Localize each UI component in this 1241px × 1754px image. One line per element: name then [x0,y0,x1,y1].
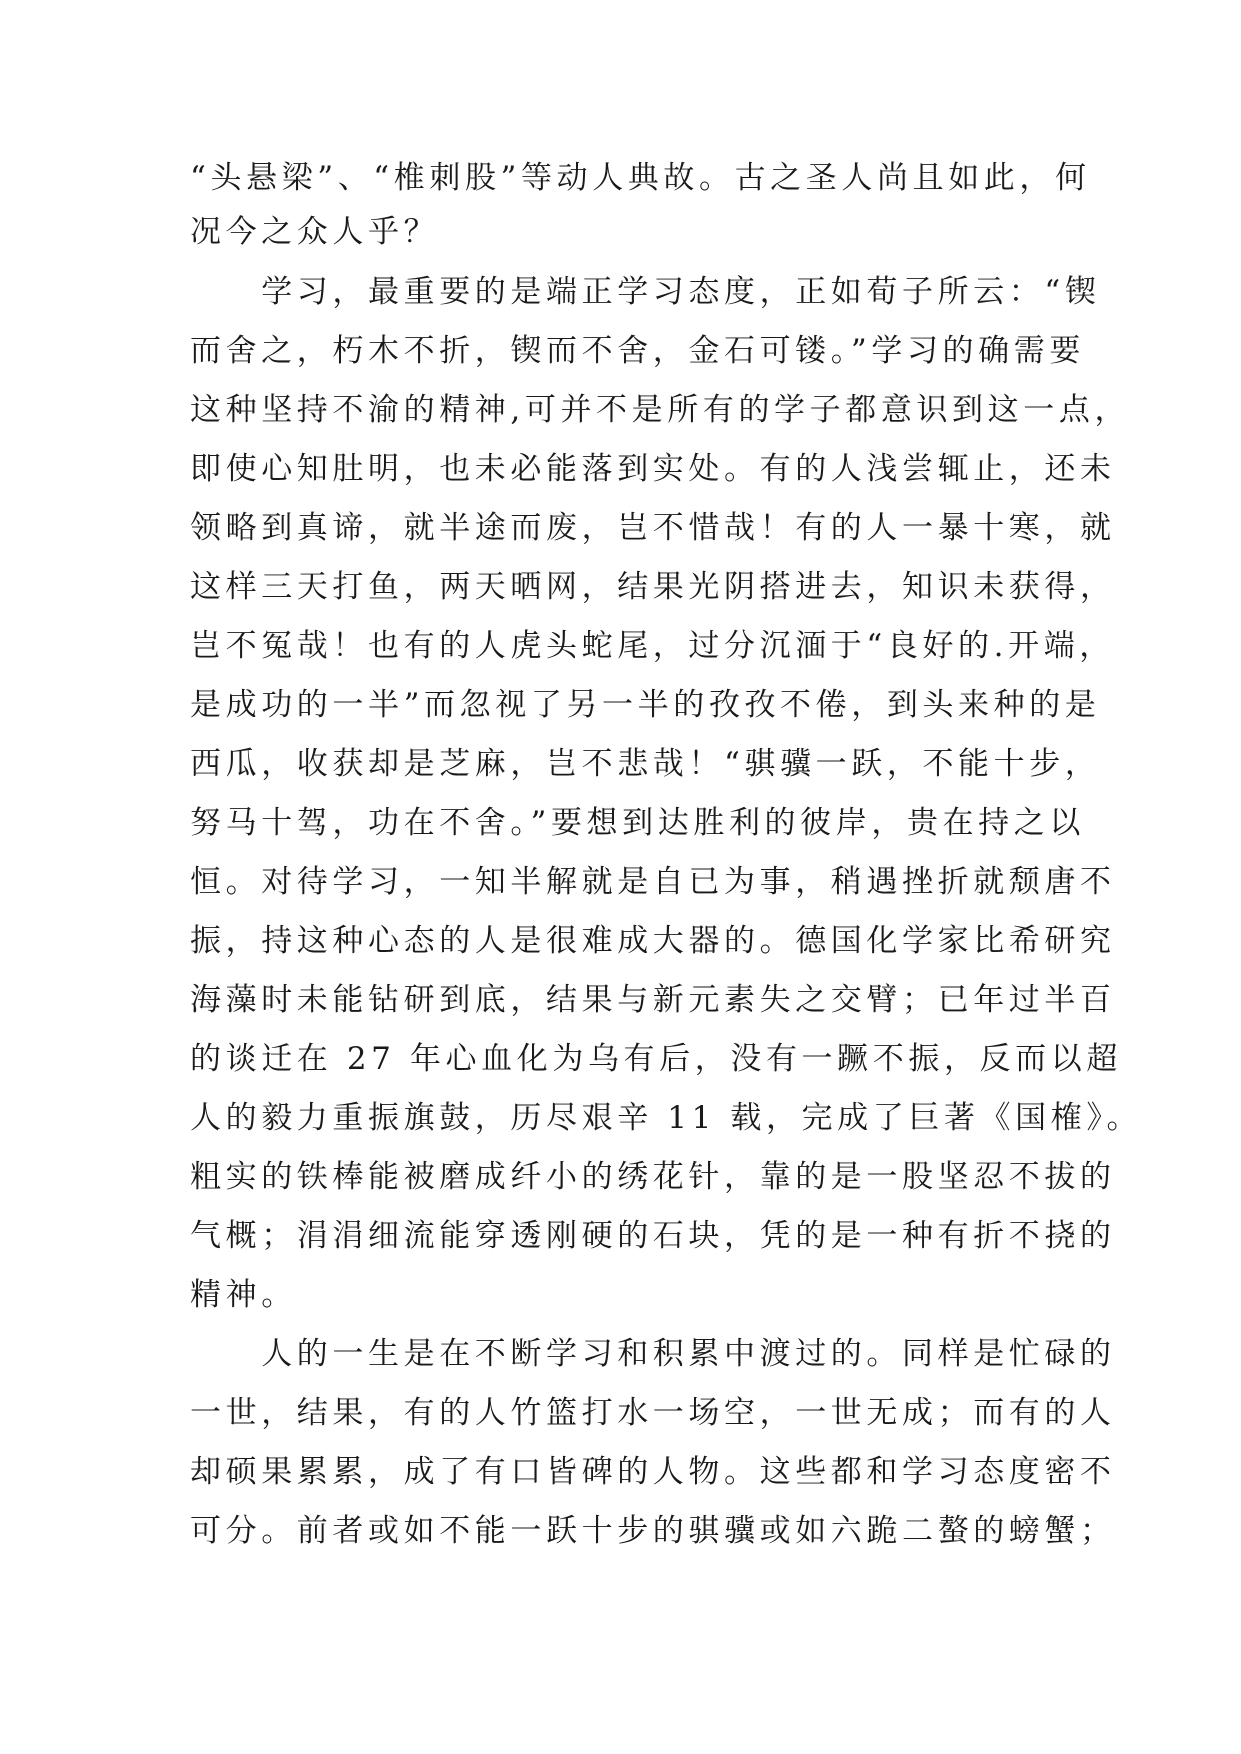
text-line: 学习，最重要的是端正学习态度，正如荀子所云：“锲 [190,274,1101,310]
text-line: 况今之众人乎？ [190,214,440,250]
text-line: 努马十驾，功在不舍。”要想到达胜利的彼岸，贵在持之以 [190,805,1085,841]
text-line: 是成功的一半”而忽视了另一半的孜孜不倦，到头来种的是 [190,687,1101,723]
text-line: 的谈迁在 27 年心血化为乌有后，没有一蹶不振，反而以超 [190,1041,1122,1077]
text-line: 海藻时未能钻研到底，结果与新元素失之交臂；已年过半百 [190,982,1116,1018]
text-line: 精神。 [190,1277,297,1313]
text-line: 西瓜，收获却是芝麻，岂不悲哉！“骐骥一跃，不能十步， [190,746,1101,782]
text-line: 可分。前者或如不能一跃十步的骐骥或如六跪二螯的螃蟹； [190,1513,1116,1549]
text-line: 却硕果累累，成了有口皆碑的人物。这些都和学习态度密不 [190,1454,1116,1490]
text-line: “头悬梁”、“椎刺股”等动人典故。古之圣人尚且如此，何 [190,160,1091,196]
text-line: 即使心知肚明，也未必能落到实处。有的人浅尝辄止，还未 [190,451,1116,487]
text-line: 这种坚持不渝的精神,可并不是所有的学子都意识到这一点， [190,392,1131,428]
text-line: 一世，结果，有的人竹篮打水一场空，一世无成；而有的人 [190,1395,1116,1431]
text-line: 这样三天打鱼，两天晒网，结果光阴搭进去，知识未获得， [190,569,1116,605]
text-line: 粗实的铁棒能被磨成纤小的绣花针，靠的是一股坚忍不拔的 [190,1159,1116,1195]
text-line: 气概；涓涓细流能穿透刚硬的石块，凭的是一种有折不挠的 [190,1218,1116,1254]
text-line: 恒。对待学习，一知半解就是自已为事，稍遇挫折就颓唐不 [190,864,1116,900]
text-line: 人的毅力重振旗鼓，历尽艰辛 11 载，完成了巨著《国榷》。 [190,1100,1143,1136]
text-line: 振，持这种心态的人是很难成大器的。德国化学家比希研究 [190,923,1116,959]
text-line: 岂不冤哉！也有的人虎头蛇尾，过分沉湎于“良好的.开端， [190,628,1115,664]
text-line: 领略到真谛，就半途而废，岂不惜哉！有的人一暴十寒，就 [190,510,1116,546]
text-line: 人的一生是在不断学习和积累中渡过的。同样是忙碌的 [190,1336,1116,1372]
text-line: 而舍之，朽木不折，锲而不舍，金石可镂。”学习的确需要 [190,333,1085,369]
